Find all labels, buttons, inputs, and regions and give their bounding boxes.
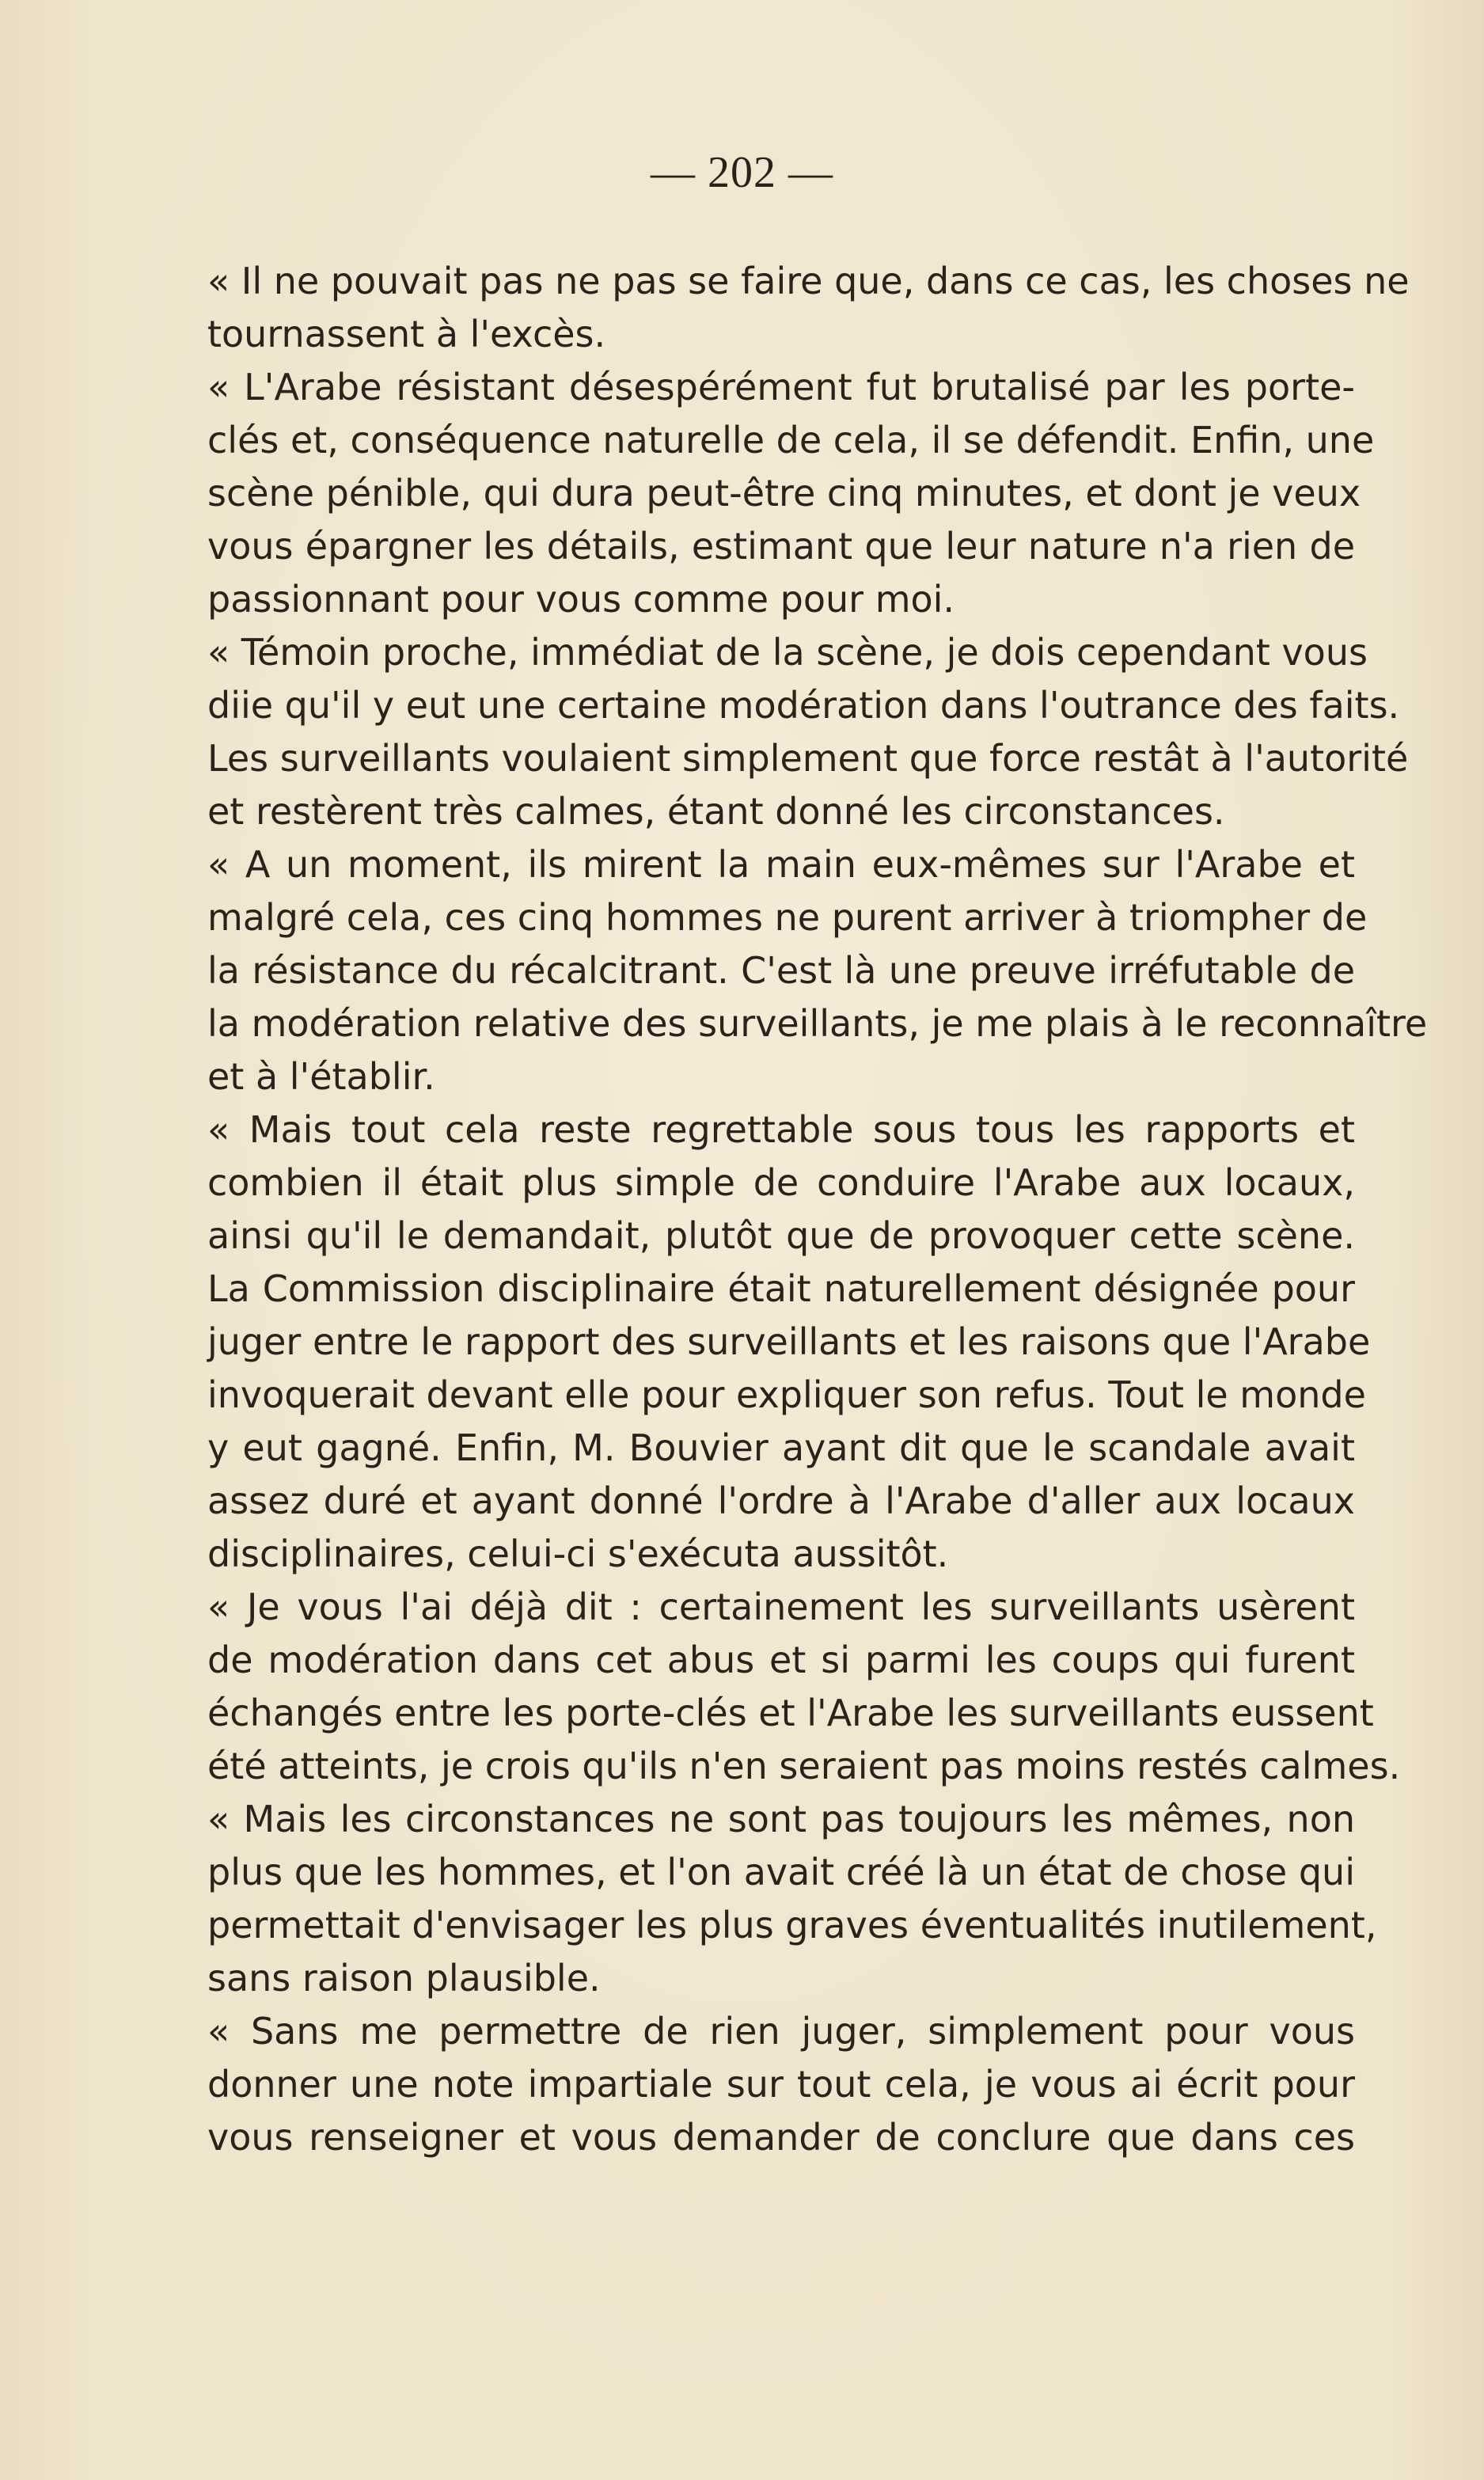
text-line: « Témoin proche, immédiat de la scène, je dois cependant vous — [207, 631, 1368, 674]
text-line: été atteints, je crois qu'ils n'en seraient pas moins restés calmes. — [207, 1745, 1401, 1787]
text-line: Les surveillants voulaient simplement que force restât à l'autorité — [207, 737, 1409, 780]
text-line: permettait d'envisager les plus graves éventualités inutilement, — [207, 1904, 1377, 1946]
text-line: « Mais tout cela reste regrettable sous tous les rapports et — [207, 1108, 1355, 1151]
text-line: échangés entre les porte-clés et l'Arabe les surveillants eussent — [207, 1692, 1374, 1734]
text-line: « Mais les circonstances ne sont pas toujours les mêmes, non — [207, 1798, 1355, 1840]
text-line: tournassent à l'excès. — [207, 313, 606, 355]
text-line: plus que les hommes, et l'on avait créé là un état de chose qui — [207, 1851, 1355, 1893]
text-line: la modération relative des surveillants, je me plais à le reconnaître — [207, 1002, 1428, 1045]
text-line: et restèrent très calmes, étant donné les circonstances. — [207, 790, 1225, 833]
text-line: « Sans me permettre de rien juger, simplement pour vous — [207, 2010, 1355, 2053]
text-line: de modération dans cet abus et si parmi les coups qui furent — [207, 1639, 1355, 1681]
text-line: « Il ne pouvait pas ne pas se faire que, dans ce cas, les choses ne — [207, 260, 1410, 302]
text-line: « A un moment, ils mirent la main eux-mêmes sur l'Arabe et — [207, 843, 1355, 886]
text-line: diie qu'il y eut une certaine modération dans l'outrance des faits. — [207, 684, 1400, 727]
text-line: vous épargner les détails, estimant que leur nature n'a rien de — [207, 525, 1355, 568]
text-line: « L'Arabe résistant désespérément fut brutalisé par les porte- — [207, 366, 1355, 408]
text-line: sans raison plausible. — [207, 1957, 601, 2000]
text-line: et à l'établir. — [207, 1055, 435, 1098]
text-line: assez duré et ayant donné l'ordre à l'Arabe d'aller aux locaux — [207, 1479, 1355, 1522]
text-line: vous renseigner et vous demander de conclure que dans ces — [207, 2116, 1355, 2159]
text-line: la résistance du récalcitrant. C'est là une preuve irréfutable de — [207, 949, 1355, 992]
text-line: disciplinaires, celui-ci s'exécuta aussitôt. — [207, 1532, 949, 1575]
text-line: La Commission disciplinaire était naturellement désignée pour — [207, 1267, 1355, 1310]
text-line: malgré cela, ces cinq hommes ne purent arriver à triompher de — [207, 896, 1368, 939]
text-line: y eut gagné. Enfin, M. Bouvier ayant dit que le scandale avait — [207, 1426, 1355, 1469]
text-line: « Je vous l'ai déjà dit : certainement les surveillants usèrent — [207, 1586, 1355, 1628]
page-number: — 202 — — [651, 148, 833, 197]
text-line: passionnant pour vous comme pour moi. — [207, 578, 955, 621]
text-line: scène pénible, qui dura peut-être cinq minutes, et dont je veux — [207, 472, 1361, 515]
text-line: clés et, conséquence naturelle de cela, il se défendit. Enfin, une — [207, 419, 1375, 461]
text-line: donner une note impartiale sur tout cela, je vous ai écrit pour — [207, 2063, 1355, 2106]
text-line: invoquerait devant elle pour expliquer son refus. Tout le monde — [207, 1373, 1366, 1416]
text-line: juger entre le rapport des surveillants et les raisons que l'Arabe — [207, 1320, 1371, 1363]
text-line: ainsi qu'il le demandait, plutôt que de provoquer cette scène. — [207, 1214, 1355, 1257]
text-line: combien il était plus simple de conduire l'Arabe aux locaux, — [207, 1161, 1355, 1204]
body-text — [207, 255, 1428, 2164]
